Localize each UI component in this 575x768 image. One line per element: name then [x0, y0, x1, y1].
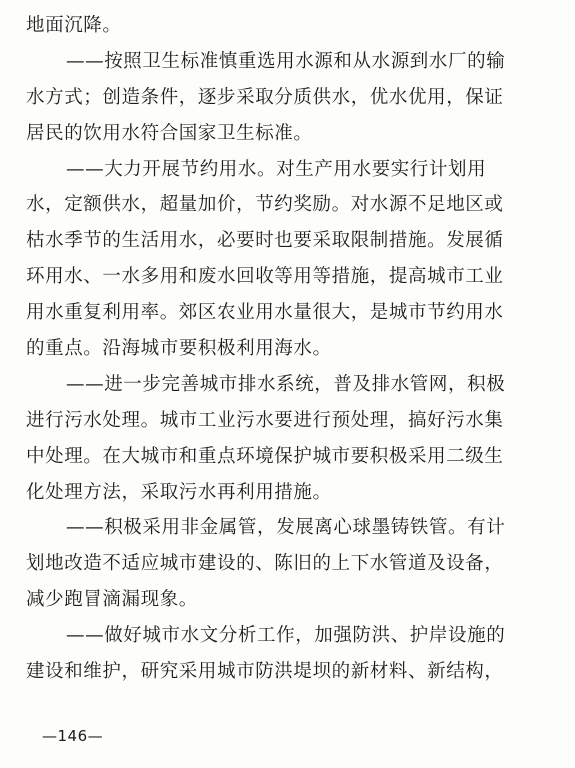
- text-line: 化处理方法，采取污水再利用措施。: [26, 481, 332, 503]
- text-line: 进行污水处理。城市工业污水要进行预处理，搞好污水集: [26, 409, 504, 431]
- text-line: ——做好城市水文分析工作，加强防洪、护岸设施的: [66, 625, 506, 647]
- text-line: 划地改造不适应城市建设的、陈旧的上下水管道及设备，: [26, 553, 504, 575]
- text-line: 地面沉降。: [26, 15, 122, 36]
- text-line: 居民的饮用水符合国家卫生标准。: [26, 122, 313, 144]
- text-line: ——积极采用非金属管，发展离心球墨铸铁管。有计: [66, 517, 506, 539]
- text-line: 枯水季节的生活用水，必要时也要采取限制措施。发展循: [26, 230, 504, 252]
- body-text: [26, 8, 552, 690]
- text-line: 建设和维护，研究采用城市防洪堤坝的新材料、新结构，: [26, 661, 504, 683]
- text-line: 的重点。沿海城市要积极利用海水。: [26, 338, 332, 360]
- text-line: ——按照卫生标准慎重选用水源和从水源到水厂的输: [66, 50, 506, 72]
- text-line: 环用水、一水多用和废水回收等用等措施，提高城市工业: [26, 266, 504, 288]
- page-number: —146—: [42, 727, 104, 745]
- text-line: 水，定额供水，超量加价，节约奖励。对水源不足地区或: [26, 194, 504, 216]
- text-line: 用水重复利用率。郊区农业用水量很大，是城市节约用水: [26, 302, 504, 324]
- text-line: ——进一步完善城市排水系统，普及排水管网，积极: [66, 373, 506, 395]
- text-line: 中处理。在大城市和重点环境保护城市要积极采用二级生: [26, 445, 504, 467]
- text-line: 减少跑冒滴漏现象。: [26, 589, 198, 611]
- text-line: ——大力开展节约用水。对生产用水要实行计划用: [66, 158, 487, 180]
- text-line: 水方式；创造条件，逐步采取分质供水，优水优用，保证: [26, 86, 504, 108]
